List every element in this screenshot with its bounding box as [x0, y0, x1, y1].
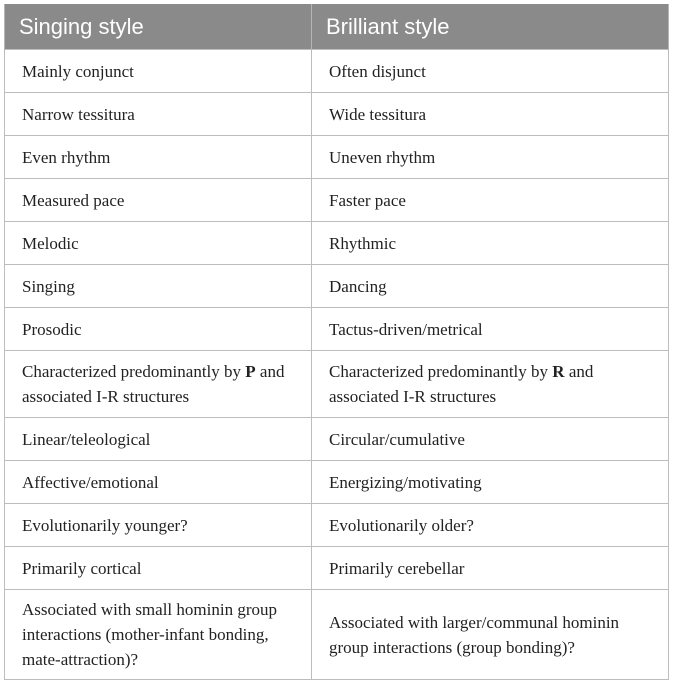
table-cell-brilliant: Rhythmic — [312, 222, 669, 265]
cell-text-prefix: Characterized predominantly by — [22, 362, 246, 381]
table-cell-singing: Affective/emotional — [5, 461, 312, 504]
table-cell-singing: Melodic — [5, 222, 312, 265]
table-cell-brilliant: Primarily cerebellar — [312, 547, 669, 590]
table-cell-singing: Measured pace — [5, 179, 312, 222]
table-row — [5, 93, 669, 136]
table-row — [5, 308, 669, 351]
table-cell-singing: Prosodic — [5, 308, 312, 351]
table-cell-brilliant: Tactus-driven/metrical — [312, 308, 669, 351]
column-header-singing-style: Singing style — [5, 4, 312, 50]
column-header-brilliant-style: Brilliant style — [312, 4, 669, 50]
table-cell-singing: Mainly conjunct — [5, 50, 312, 93]
cell-text-suffix: and associated I-R structures — [22, 362, 285, 406]
table-cell-brilliant: Wide tessitura — [312, 93, 669, 136]
table-cell-singing: Narrow tessitura — [5, 93, 312, 136]
table-cell-brilliant: Uneven rhythm — [312, 136, 669, 179]
table-cell-singing — [5, 351, 312, 418]
table-row — [5, 547, 669, 590]
cell-text-prefix: Characterized predominantly by — [329, 362, 553, 381]
table-cell-brilliant: Evolutionarily older? — [312, 504, 669, 547]
table-cell-singing: Primarily cortical — [5, 547, 312, 590]
table-row — [5, 504, 669, 547]
cell-text-bold: R — [552, 362, 565, 381]
table-cell-singing: Associated with small hominin group interactions (mother-infant bonding, mate-attraction)? — [5, 590, 312, 680]
table-row — [5, 461, 669, 504]
table-row — [5, 136, 669, 179]
table-cell-singing: Singing — [5, 265, 312, 308]
table-header-row — [5, 4, 669, 50]
table-row — [5, 179, 669, 222]
table-cell-brilliant: Faster pace — [312, 179, 669, 222]
table-row — [5, 50, 669, 93]
table-cell-brilliant: Associated with larger/communal hominin group interactions (group bonding)? — [312, 590, 669, 680]
cell-text-suffix: and associated I-R structures — [329, 362, 594, 406]
table-cell-brilliant: Energizing/motivating — [312, 461, 669, 504]
table-cell-singing: Even rhythm — [5, 136, 312, 179]
table-row — [5, 351, 669, 418]
table-row — [5, 418, 669, 461]
table-row — [5, 265, 669, 308]
table-cell-brilliant — [312, 351, 669, 418]
table-cell-singing: Linear/teleological — [5, 418, 312, 461]
table-cell-brilliant: Often disjunct — [312, 50, 669, 93]
comparison-table — [4, 4, 669, 680]
table-cell-brilliant: Circular/cumulative — [312, 418, 669, 461]
table-row — [5, 222, 669, 265]
table-row — [5, 590, 669, 680]
table-cell-singing: Evolutionarily younger? — [5, 504, 312, 547]
table-cell-brilliant: Dancing — [312, 265, 669, 308]
cell-text-bold: P — [245, 362, 256, 381]
